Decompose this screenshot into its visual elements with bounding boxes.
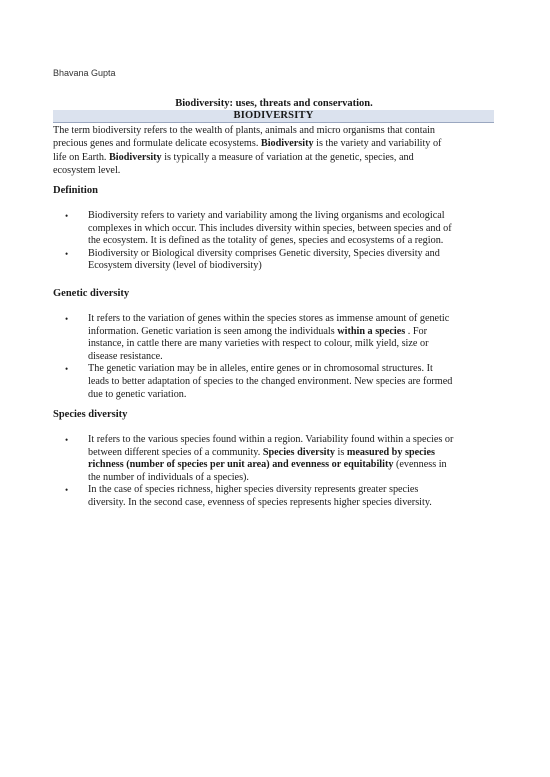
list-item: • Biodiversity or Biological diversity comprises Genetic diversity, Species diversity and Ecosystem diversity (level of biodiversity)	[65, 247, 440, 272]
bold-term: Species diversity	[262, 446, 335, 458]
intro-paragraph	[53, 124, 498, 178]
genetic-diversity-heading: Genetic diversity	[53, 288, 130, 299]
bold-term: measured by species	[346, 446, 435, 458]
section-heading-biodiversity: BIODIVERSITY	[53, 110, 494, 123]
genetic-diversity-list	[53, 313, 498, 401]
list-item: • It refers to the variation of genes within the species stores as immense amount of genetic information. Genetic variation is seen among the individuals within a species . For instance, in cattle there are many varieties with respect to colour, milk yield, size or disease resistance.	[65, 313, 450, 362]
intro-line: life on Earth. Biodiversity is typically a measure of variation at the genetic, species, and	[53, 151, 414, 163]
intro-line: ecosystem level.	[53, 165, 121, 177]
species-diversity-heading: Species diversity	[53, 409, 128, 420]
list-item: • It refers to the various species found within a region. Variability found within a species or between different species of a community. Species diversity is measured by species richness (number of species per unit area) and evenness or equitability (evenness in the number of individuals of a species).	[65, 434, 454, 483]
definition-heading: Definition	[53, 185, 98, 196]
bold-term: within a species	[337, 325, 406, 337]
bold-term: Biodiversity	[109, 151, 162, 163]
bullet-icon: •	[65, 485, 69, 496]
intro-line: precious genes and formulate delicate ecosystems. Biodiversity is the variety and variability of	[53, 138, 442, 150]
bullet-icon: •	[65, 314, 69, 324]
list-item: • Biodiversity refers to variety and variability among the living organisms and ecological complexes in which occur. This includes diversity within species, between species and of the ecosystem. It is defined as the totality of genes, species and ecosystems of a region.	[65, 210, 452, 247]
definition-list	[53, 210, 498, 273]
bold-term: richness (number of species per unit area) and evenness or equitability	[88, 459, 394, 471]
list-item: • In the case of species richness, higher species diversity represents greater species diversity. In the second case, evenness of species represents higher species diversity.	[65, 484, 432, 508]
author-name: Bhavana Gupta	[53, 68, 116, 78]
bullet-icon: •	[65, 248, 69, 259]
bullet-icon: •	[65, 211, 69, 221]
bold-term: Biodiversity	[260, 138, 314, 150]
species-diversity-list	[53, 434, 498, 510]
intro-line: The term biodiversity refers to the wealth of plants, animals and micro organisms that contain	[53, 125, 436, 136]
bullet-icon: •	[65, 435, 69, 445]
bullet-icon: •	[65, 364, 69, 375]
document-title: Biodiversity: uses, threats and conservation.	[175, 98, 373, 109]
list-item: • The genetic variation may be in alleles, entire genes or in chromosomal structures. It leads to better adaptation of species to the changed environment. New species are formed due to genetic variation.	[65, 363, 453, 400]
